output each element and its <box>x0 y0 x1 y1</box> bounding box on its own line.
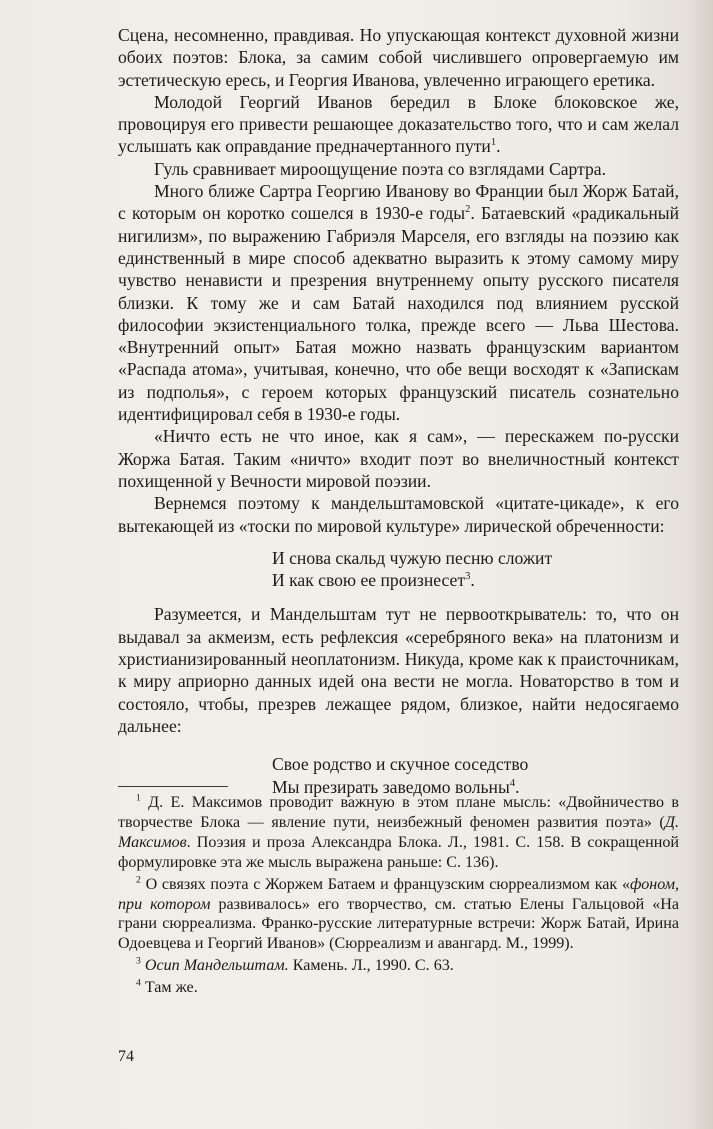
footnote: $^2$ О связях поэта с Жоржем Батаем и французским сюрреализмом как «фоном, при котором развивалось» его творчество, см. статью Елены Гальцовой «На грани сюрреализма. Франко-русские литературные встречи: Жорж Батай, Ирина Одоевцева и Георгий Иванов» (Сюрреализм и авангард. М., 1999). <box>118 874 680 953</box>
footnote: $^1$ Д. Е. Максимов проводит важную в этом плане мысль: «Двойничество в творчестве Блока — явление пути, неизбежный феномен развития поэта» (Д. Максимов. Поэзия и проза Александра Блока. Л., 1981. С. 158. В сокращенной формулировке эта же мысль выражена раньше: С. 136). <box>118 792 679 871</box>
verse-line: И снова скальд чужую песню сложит <box>272 547 553 568</box>
paragraph: Вернемся поэтому к мандельштамовской «цитате-цикаде», к его вытекающей из «тоски по мировой культуре» лирической обреченности: <box>118 493 679 536</box>
footnote-mark: 2 <box>465 204 471 216</box>
page-number: 74 <box>118 1048 134 1065</box>
paragraph: Разумеется, и Мандельштам тут не первооткрыватель: то, что он выдавал за акмеизм, есть рефлексия «серебряного века» на платонизм и христианизированный неоплатонизм. Никуда, кроме как к праисточникам, к миру априорно данных идей она вести не могла. Новаторство в том и состояло, чтобы, презрев лежащее рядом, близкое, найти недосягаемо дальнее: <box>118 604 679 736</box>
main-text <box>118 24 679 810</box>
verse-quote <box>118 547 679 592</box>
paragraph: Молодой Георгий Иванов бередил в Блоке блоковское же, провоцируя его привести решающее доказательство того, что и сам желал услышать как оправдание предначертанного пути$^1$. <box>118 91 679 157</box>
footnote-mark: 1 <box>490 137 497 149</box>
paragraph: Гуль сравнивает мироощущение поэта со взглядами Сартра. <box>154 158 607 179</box>
footnote: $^3$ Осип Мандельштам. Камень. Л., 1990. С. 63. <box>136 955 454 975</box>
footnote-mark: 4 <box>509 777 516 789</box>
paragraph: «Ничто есть не что иное, как я сам», — перескажем по-русски Жоржа Батая. Таким «ничто» входит поэт во внеличностный контекст похищенной у Вечности мировой поэзии. <box>118 426 679 491</box>
footnote-mark: 3 <box>465 571 471 583</box>
verse-quote <box>118 753 679 798</box>
verse-line: Мы презирать заведомо вольны$^4$. <box>272 776 520 797</box>
footnote: $^4$ Там же. <box>136 977 198 997</box>
page-edge-shadow <box>687 0 713 1129</box>
verse-line: Свое родство и скучное соседство <box>272 754 529 775</box>
paragraph: Много ближе Сартра Георгию Иванову во Франции был Жорж Батай, с которым он коротко сошелся в 1930-е годы$^2$. Батаевский «радикальный нигилизм», по выражению Габриэля Марселя, его взгляды на поэзию как единственный в мире способ адекватно выразить к этому самому миру чувство ненависти и презрения внутреннему опыту русского писателя близки. К тому же и сам Батай находился под влиянием русской философии экзистенциального толка, прежде всего — Льва Шестова. «Внутренний опыт» Батая можно назвать французским вариантом «Распада атома», учитывая, конечно, что обе вещи восходят к «Запискам из подполья», с героем которых французский писатель сознательно идентифицировал себя в 1930-е годы. <box>118 181 679 425</box>
footnote-separator <box>118 786 228 787</box>
verse-line: И как свою ее произнесет$^3$. <box>272 570 475 591</box>
paragraph: Сцена, несомненно, правдивая. Но упускающая контекст духовной жизни обоих поэтов: Блока, за самим собой числившего опровергаемую им эстетическую ересь, и Георгия Иванова, увлеченно играющего еретика. <box>118 25 679 90</box>
footnotes <box>118 793 679 1000</box>
